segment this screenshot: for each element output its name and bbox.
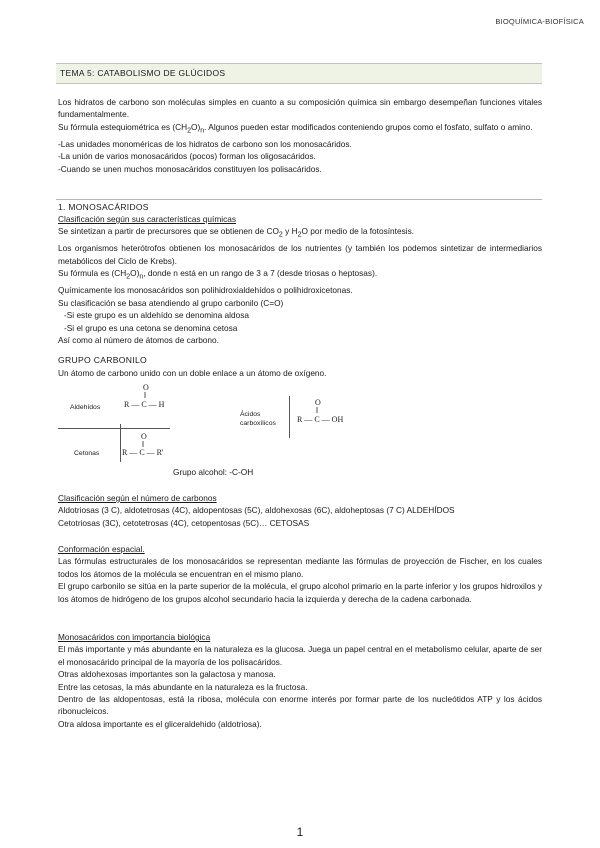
label-aldehidos: Aldehídos — [70, 404, 101, 411]
section1-body — [58, 213, 542, 346]
section1-line-heterotrophs: Los organismos heterótrofos obtienen los monosacáridos de los nutrientes (y también los podemos sintetizar de intermediarios metabólicos del Ciclo de Krebs). — [58, 243, 542, 266]
conformation-block — [58, 543, 542, 605]
ketone-vertical-line — [120, 424, 121, 462]
section1-line-carbon-count: Así como al número de átomos de carbono. — [58, 334, 219, 345]
conformation-paragraph-1: Las fórmulas estructurales de los monosacáridos se representan mediante las fórmulas de proyección de Fischer, en los cuales todos los átomos de la molécula se encuentran en el mismo plano. — [58, 556, 542, 579]
intro-bullet-oligosacaridos: -La unión de varios monosacáridos (pocos) forman los oligosacáridos. — [58, 151, 316, 162]
bio-paragraph-gliceraldehido: Otra aldosa importante es el gliceraldehido (aldotriosa). — [58, 718, 262, 729]
chapter-title-band — [56, 63, 542, 84]
carbon-count-block — [58, 492, 542, 529]
aldehyde-formula: R — C — H — [124, 400, 165, 409]
label-cetonas: Cetonas — [74, 450, 100, 457]
intro-paragraph-2: Su fórmula estequiométrica es $(CH_2O)_n$. Algunos pueden estar modificados conteniendo grupos como el fosfato, sulfato o amino. — [58, 121, 533, 135]
section-heading-text: 1. MONOSACÁRIDOS — [58, 202, 149, 212]
aldehyde-double-bond: ‖ — [144, 391, 147, 400]
ketone-formula: R — C — R' — [122, 448, 164, 457]
acid-double-bond: ‖ — [316, 406, 319, 415]
alcohol-group-label: Grupo alcohol: -C-OH — [173, 467, 254, 477]
carbonyl-description: Un átomo de carbono unido con un doble enlace a un átomo de oxígeno. — [58, 368, 327, 378]
ketone-double-bond: ‖ — [142, 440, 145, 449]
bio-paragraph-ribosa: Dentro de las aldopentosas, está la ribosa, molécula con enorme interés por formar parte de los nucleótidos ATP y los ácidos ribonucleicos. — [58, 694, 542, 717]
bio-paragraph-glucosa: El más importante y más abundante en la naturaleza es la glucosa. Juega un papel central en el metabolismo celular, aparte de ser el monosacárido principal de la mayoría de los polisacáridos. — [58, 644, 542, 667]
running-header: BIOQUÍMICA-BIOFÍSICA — [495, 17, 584, 26]
section1-line-classification: Su clasificación se basa atendiendo al grupo carbonilo (C=O) — [58, 297, 284, 308]
section1-line-formula: Su fórmula es $(CH_2O)_n$, donde n está en un rango de 3 a 7 (desde triosas o heptosas). — [58, 268, 378, 281]
bio-paragraph-fructosa: Entre las cetosas, la más abundante en la naturaleza es la fructosa. — [58, 681, 308, 692]
ketone-oxygen: O — [141, 432, 147, 441]
acid-oxygen: O — [315, 398, 321, 407]
aldoses-list: Aldotriosas (3 C), aldotetrosas (4C), aldopentosas (5C), aldohexosas (6C), aldoheptosas (7 C) ALDEHÍDOS — [58, 505, 455, 516]
carbonyl-heading: GRUPO CARBONILO — [58, 355, 148, 365]
section1-line-synthesis: Se sintetizan a partir de precursores que se obtienen de $CO_2$ y $H_2O$ por medio de la fotosíntesis. — [58, 226, 415, 240]
section1-line-aldosa: -Si este grupo es un aldehído se denomina aldosa — [64, 310, 249, 321]
section-heading-monosacaridos — [56, 199, 542, 213]
ketoses-list: Cetotriosas (3C), cetotetrosas (4C), cetopentosas (5C)… CETOSAS — [58, 517, 310, 528]
intro-block — [58, 96, 542, 175]
carbonyl-diagram — [58, 384, 358, 468]
aldehyde-oxygen: O — [143, 383, 149, 392]
page-number: 1 — [296, 825, 304, 839]
intro-paragraph-1: Los hidratos de carbono son moléculas simples en cuanto a su composición química sin embargo desempeñan funciones vitales fundamentalmente. — [58, 97, 542, 120]
label-acidos-carboxilicos: Ácidos carboxílicos — [240, 411, 276, 427]
acid-vertical-line — [289, 396, 290, 438]
subheading-conformation: Conformación espacial. — [58, 544, 145, 554]
bio-paragraph-aldohexosas: Otras aldohexosas importantes son la galactosa y manosa. — [58, 669, 276, 680]
subheading-carbon-count: Clasificación según el número de carbonos — [58, 493, 217, 503]
subheading-chemical-classification: Clasificación según sus características químicas — [58, 214, 236, 224]
intro-bullet-monosacaridos: -Las unidades monoméricas de los hidratos de carbono son los monosacáridos. — [58, 138, 352, 149]
acid-formula: R — C — OH — [297, 415, 344, 424]
section1-line-chemistry: Químicamente los monosacáridos son polihidroxialdehídos o polihidroxicetonas. — [58, 285, 353, 296]
bio-importance-block — [58, 631, 542, 730]
chapter-title: TEMA 5: CATABOLISMO DE GLÚCIDOS — [60, 68, 226, 78]
subheading-bio-importance: Monosacáridos con importancia biológica — [58, 632, 211, 642]
diagram-divider — [58, 428, 170, 429]
section1-line-cetosa: -Si el grupo es una cetona se denomina cetosa — [64, 322, 238, 333]
conformation-paragraph-2: El grupo carbonilo se sitúa en la parte superior de la molécula, el grupo alcohol primario en la parte inferior y los grupos hidroxilos y los átomos de hidrógeno de los grupos alcohol secundario hacia la izquierda y derecha de la cadena carbonada. — [58, 581, 542, 604]
intro-bullet-polisacaridos: -Cuando se unen muchos monosacáridos constituyen los polisacáridos. — [58, 163, 322, 174]
